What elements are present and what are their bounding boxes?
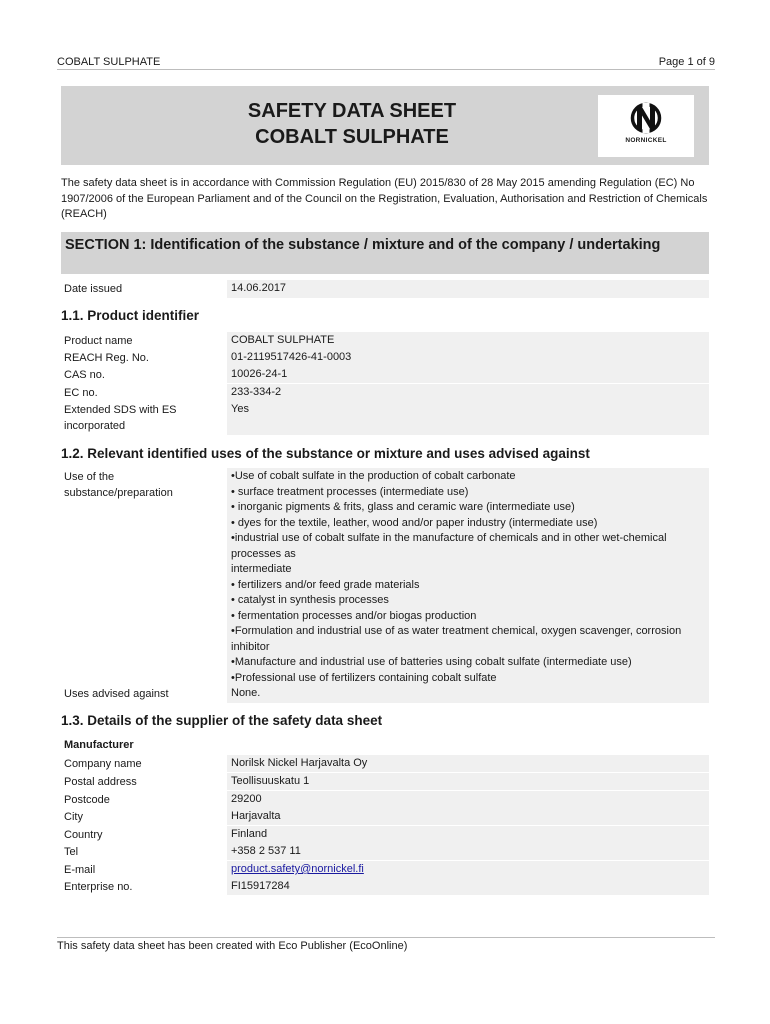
postcode-value: 29200 [227,791,709,808]
list-item: • fermentation processes and/or biogas production [231,609,477,622]
list-item: •industrial use of cobalt sulfate in the manufacture of chemicals and in other wet-chemical [231,532,667,544]
list-item: •Use of cobalt sulfate in the production of cobalt carbonate [231,470,516,482]
page-number: Page 1 of 9 [658,56,715,68]
list-item: intermediate [231,563,292,575]
title-line-2: COBALT SULPHATE [255,126,449,148]
product-name-label: Product name [64,335,133,347]
extended-sds-label: Extended SDS with ES incorporated [64,404,177,432]
title-line-1: SAFETY DATA SHEET [247,100,457,122]
city-value: Harjavalta [227,808,709,825]
city-label: City [64,811,83,823]
ec-no-label: EC no. [64,387,98,399]
company-name-value: Norilsk Nickel Harjavalta Oy [227,755,709,772]
list-item: • dyes for the textile, leather, wood and/or paper industry (intermediate use) [231,516,598,529]
list-item: • catalyst in synthesis processes [231,594,389,606]
email-link[interactable]: product.safety@nornickel.fi [231,863,364,875]
nornickel-logo-icon [626,102,666,134]
reach-reg-label: REACH Reg. No. [64,352,149,364]
date-issued-value: 14.06.2017 [227,280,709,298]
list-item: •Manufacture and industrial use of batteries using cobalt sulfate (intermediate use) [231,656,632,668]
country-label: Country [64,829,103,841]
company-name-label: Company name [64,758,142,770]
enterprise-no-label: Enterprise no. [64,881,133,893]
supplier-details-heading: 1.3. Details of the supplier of the safety data sheet [61,713,383,728]
extended-sds-value: Yes [227,401,709,435]
postcode-label: Postcode [64,794,110,806]
country-value: Finland [227,826,709,843]
enterprise-no-value: FI15917284 [227,878,709,895]
cas-no-label: CAS no. [64,369,105,381]
tel-label: Tel [64,846,79,858]
cas-no-value: 10026-24-1 [227,366,709,383]
page-header [57,56,715,70]
product-identifier-heading: 1.1. Product identifier [61,308,200,323]
postal-address-value: Teollisuuskatu 1 [227,773,709,790]
use-of-substance-label: Use of the substance/preparation [64,471,173,499]
page-footer: This safety data sheet has been created with Eco Publisher (EcoOnline) [57,937,715,952]
uses-list [227,468,709,686]
list-item: •Formulation and industrial use of as water treatment chemical, oxygen scavenger, corrosion [231,625,682,637]
list-item: • fertilizers and/or feed grade materials [231,578,420,591]
logo-wordmark: NORNICKEL [625,137,667,144]
uses-advised-against-value: None. [227,685,709,703]
tel-value: +358 2 537 11 [227,843,709,860]
manufacturer-heading: Manufacturer [64,739,134,751]
regulation-statement: The safety data sheet is in accordance with Commission Regulation (EU) 2015/830 of 28 May 2015 amending Regulation (EC) No 1907/2006 of the European Parliament and of the Council on the Registration, Evaluation, Authorisation and Restriction of Chemicals (REACH) [61,177,708,220]
list-item: • surface treatment processes (intermediate use) [231,485,469,498]
product-name-value: COBALT SULPHATE [227,332,709,349]
list-item: •Professional use of fertilizers containing cobalt sulfate [231,671,497,684]
document-name: COBALT SULPHATE [57,56,161,68]
list-item: • inorganic pigments & frits, glass and ceramic ware (intermediate use) [231,501,575,513]
nornickel-logo [598,95,694,157]
date-issued-label: Date issued [64,283,123,295]
email-field [227,861,709,878]
list-item: inhibitor [231,640,270,653]
postal-address-label: Postal address [64,776,137,788]
relevant-uses-heading: 1.2. Relevant identified uses of the substance or mixture and uses advised against [61,446,590,461]
ec-no-value: 233-334-2 [227,384,709,401]
reach-reg-value: 01-2119517426-41-0003 [227,349,709,366]
email-label: E-mail [64,864,96,876]
list-item: processes as [231,547,296,560]
section-1-heading: SECTION 1: Identification of the substance / mixture and of the company / undertaking [61,232,709,274]
title-banner [61,86,709,165]
uses-advised-against-label: Uses advised against [64,688,169,700]
